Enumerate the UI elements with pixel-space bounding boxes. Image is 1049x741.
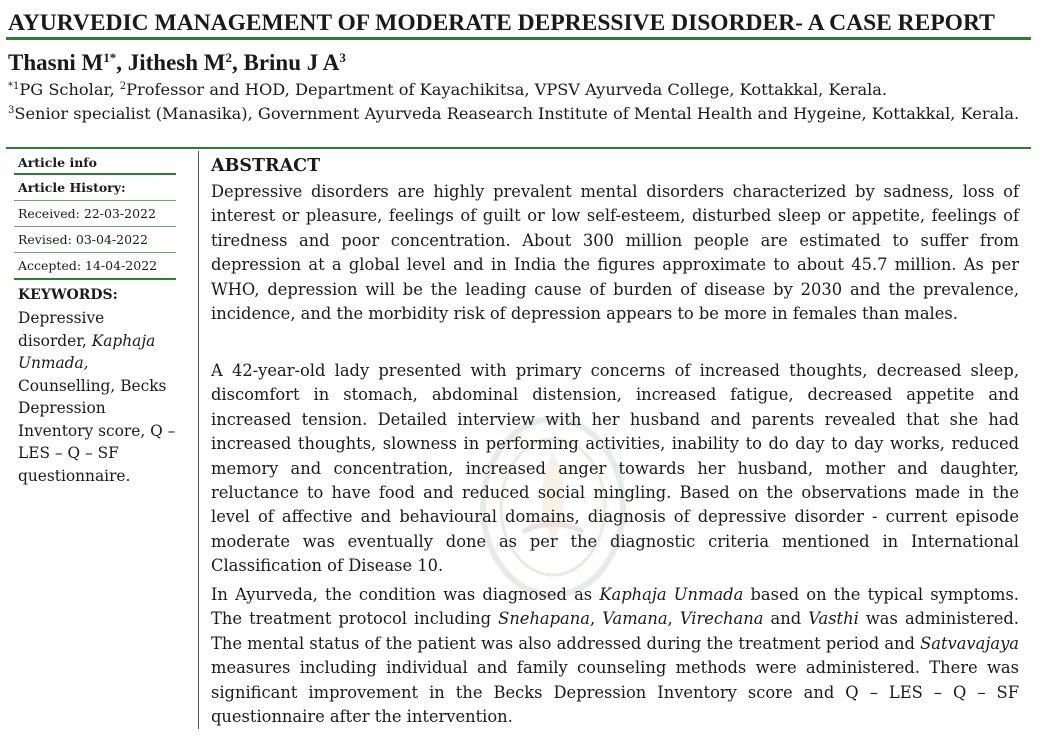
- para-italic: Snehapana: [498, 609, 590, 629]
- author-name: Jithesh M: [127, 50, 226, 75]
- keywords-list: [14, 307, 176, 487]
- para-text: In Ayurveda, the condition was diagnosed as: [211, 585, 600, 604]
- para-italic: Vamana: [602, 609, 668, 629]
- keyword-text: Counselling, Becks Depression Inventory score, Q – LES – Q – SF questionnaire.: [18, 376, 176, 485]
- author-name: Thasni M: [8, 50, 104, 75]
- keyword-italic: Kaphaja Unmada,: [18, 331, 156, 372]
- article-info-panel: [14, 152, 176, 487]
- author-sup: 2: [225, 50, 232, 65]
- article-info-heading: Article info: [18, 155, 98, 170]
- para-italic: Satvavajaya: [920, 633, 1019, 653]
- para-text: based on the typical symptoms. The treatment protocol including: [211, 585, 1019, 629]
- abstract-paragraph-1: Depressive disorders are highly prevalent mental disorders characterized by sadness, loss of interest or pleasure, feelings of guilt or low self-esteem, disturbed sleep or appetite, feelings of tiredness and poor concentration. About 300 million people are estimated to suffer from depression at a global level and in India the figures approximate to about 45.7 million. As per WHO, depression will be the leading cause of burden of disease by 2030 and the prevalence, incidence, and the morbidity risk of depression appears to be more in females than males.: [211, 182, 1019, 324]
- affil-text: PG Scholar,: [19, 80, 120, 99]
- affil-sup: 3: [8, 105, 15, 116]
- column-divider: [198, 151, 199, 729]
- keyword-text: Depressive disorder,: [18, 309, 105, 350]
- header-rule: [6, 147, 1031, 149]
- para-text: ,: [667, 609, 680, 629]
- para-text: and: [763, 609, 809, 629]
- abstract-heading: ABSTRACT: [211, 156, 321, 176]
- abstract-paragraph-2: A 42-year-old lady presented with primary concerns of increased thoughts, decreased sleep, discomfort in stomach, abdominal distension, increased fatigue, decreased appetite and increased tension. Detailed interview with her husband and parents revealed that she had increased thoughts, slowness in performing activities, inability to do day to day works, reduced memory and concentration, increased anger towards her husband, mother and daughter, reluctance to have food and reduced social mingling. Based on the observations made in the level of affective and behavioural domains, diagnosis of depressive disorder - current episode moderate was eventually done as per the diagnostic criteria mentioned in International Classification of Disease 10.: [211, 361, 1019, 576]
- abstract-paragraph-3: [211, 583, 1019, 729]
- affil-sup: *1: [8, 81, 20, 92]
- author-name: Brinu J A: [243, 50, 340, 75]
- affil-text: Senior specialist (Manasika), Government Ayurveda Reasearch Institute of Mental Health and Hygeine, Kottakkal, Kerala.: [14, 104, 1020, 123]
- accepted-date: Accepted: 14-04-2022: [18, 258, 158, 273]
- para-italic: Virechana: [679, 609, 764, 629]
- authors-line: [8, 45, 346, 76]
- author-sup: 1*: [103, 50, 117, 65]
- paper-title: AYURVEDIC MANAGEMENT OF MODERATE DEPRESSIVE DISORDER- A CASE REPORT: [8, 10, 995, 36]
- para-text: measures including individual and family counseling methods were administered. There was significant improvement in the Becks Depression Inventory score and Q – LES – Q – SF questionnaire after the intervention.: [211, 658, 1019, 727]
- article-history-label: Article History:: [14, 175, 176, 201]
- para-text: was administered. The mental status of the patient was also addressed during the treatment period and: [211, 609, 1019, 653]
- para-text: ,: [589, 609, 603, 629]
- author-sup: 3: [339, 50, 346, 65]
- keywords-heading: KEYWORDS:: [18, 287, 118, 303]
- para-italic: Kaphaja Unmada: [599, 585, 744, 604]
- para-italic: Vasthi: [808, 609, 859, 629]
- received-date: Received: 22-03-2022: [14, 201, 176, 227]
- revised-date: Revised: 03-04-2022: [14, 227, 176, 253]
- keywords-rule: [14, 278, 176, 280]
- author-sep: ,: [116, 50, 128, 75]
- title-rule: [6, 37, 1031, 40]
- affil-sup: 2: [119, 81, 127, 92]
- affiliation-1-2: [8, 75, 1038, 102]
- affil-text: Professor and HOD, Department of Kayachikitsa, VPSV Ayurveda College, Kottakkal, Kerala.: [126, 80, 888, 99]
- affiliation-3: [8, 99, 1038, 126]
- author-sep: ,: [231, 50, 244, 75]
